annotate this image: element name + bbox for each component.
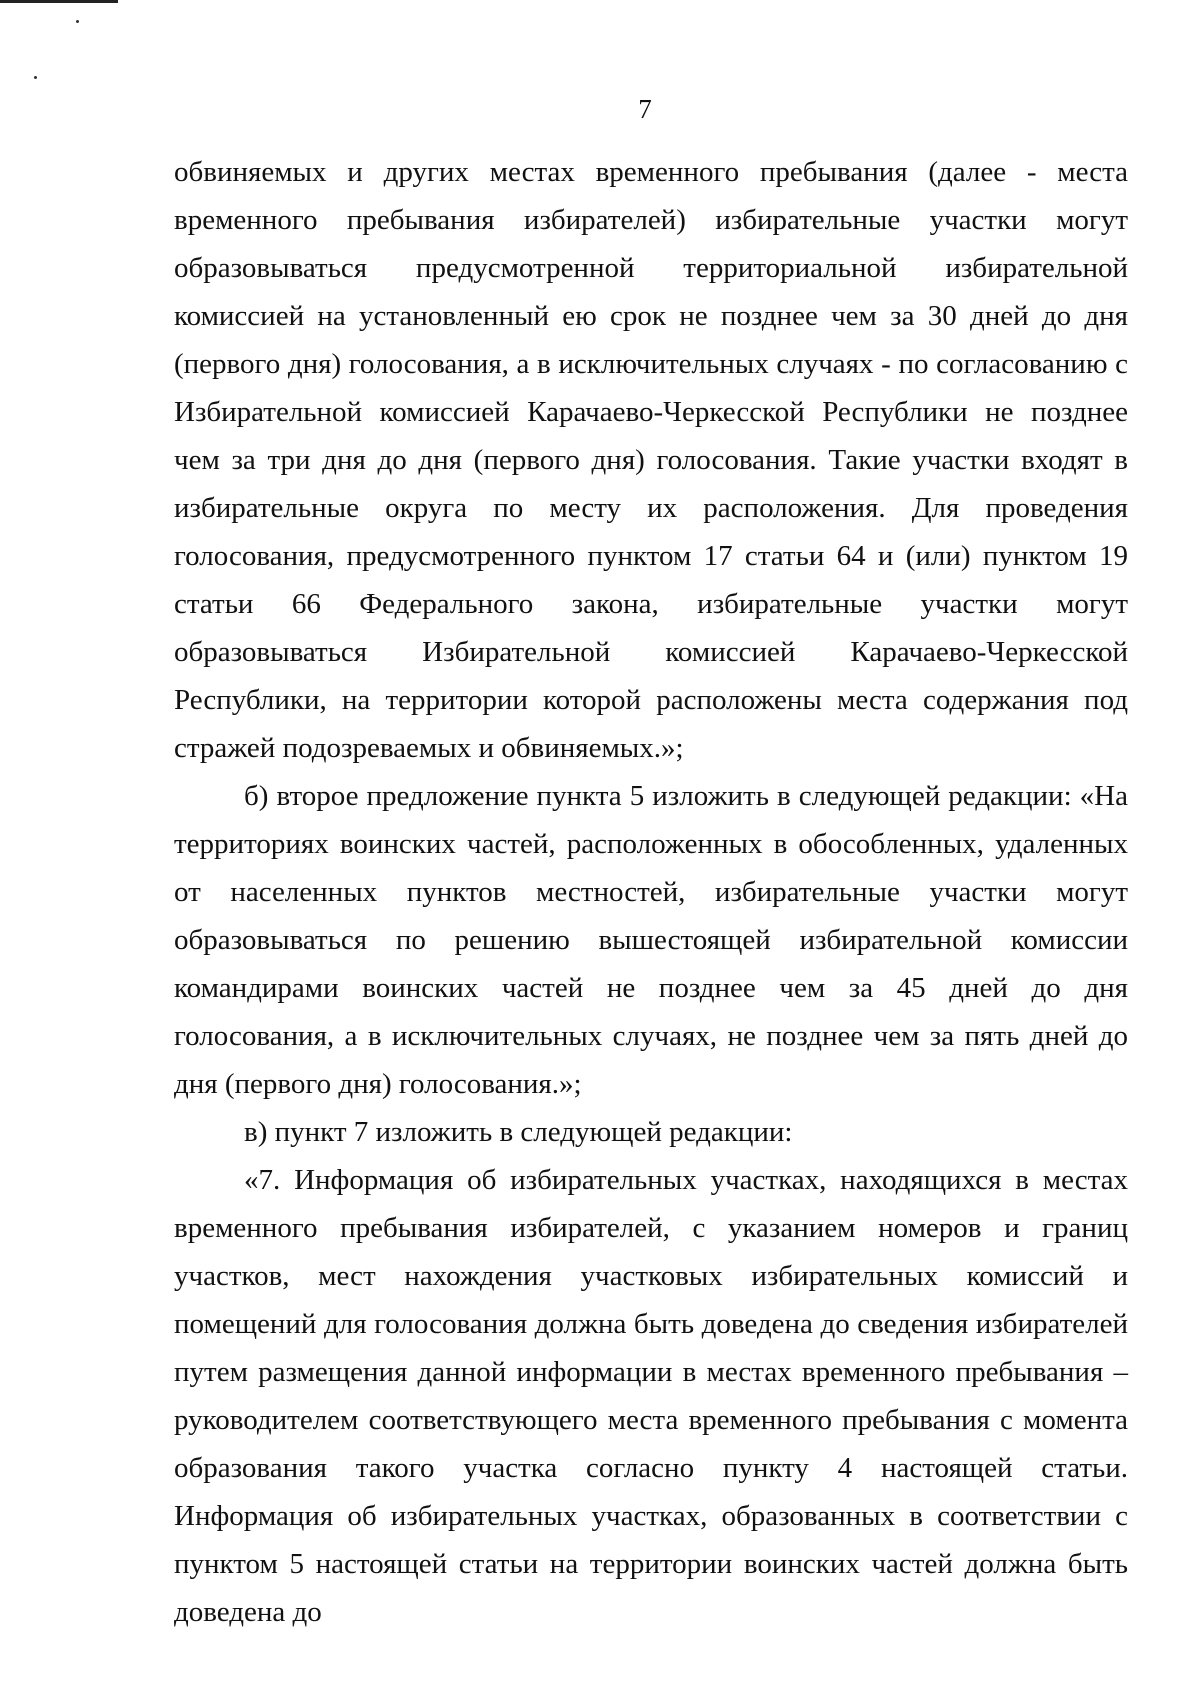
scan-speck — [76, 20, 79, 23]
paragraph-subitem-b: б) второе предложение пункта 5 изложить в следующей редакции: «На территориях воинских частей, расположенных в обособленных, удаленных от населенных пунктов местностей, избирательные участки могут образовываться по решению вышестоящей избирательной комиссии командирами воинских частей не позднее чем за 45 дней до дня голосования, а в исключительных случаях, не позднее чем за пять дней до дня (первого дня) голосования.»; — [174, 780, 1128, 1100]
paragraph-subitem-v: в) пункт 7 изложить в следующей редакции: — [244, 1116, 793, 1148]
scan-speck — [34, 76, 37, 79]
page-number: 7 — [638, 94, 652, 124]
scan-edge-mark — [0, 0, 118, 3]
document-body — [174, 148, 1128, 1636]
paragraph-item-7: «7. Информация об избирательных участках, находящихся в местах временного пребывания избирателей, с указанием номеров и границ участков, мест нахождения участковых избирательных комиссий и помещений для голосования должна быть доведена до сведения избирателей путем размещения данной информации в местах временного пребывания – руководителем соответствующего места временного пребывания с момента образования такого участка согласно пункту 4 настоящей статьи. Информация об избирательных участках, образованных в соответствии с пунктом 5 настоящей статьи на территории воинских частей должна быть доведена до — [174, 1164, 1128, 1628]
paragraph-continuation: обвиняемых и других местах временного пребывания (далее - места временного пребывания избирателей) избирательные участки могут образовываться предусмотренной территориальной избирательной комиссией на установленный ею срок не позднее чем за 30 дней до дня (первого дня) голосования, а в исключительных случаях - по согласованию с Избирательной комиссией Карачаево-Черкесской Республики не позднее чем за три дня до дня (первого дня) голосования. Такие участки входят в избирательные округа по месту их расположения. Для проведения голосования, предусмотренного пунктом 17 статьи 64 и (или) пунктом 19 статьи 66 Федерального закона, избирательные участки могут образовываться Избирательной комиссией Карачаево-Черкесской Республики, на территории которой расположены места содержания под стражей подозреваемых и обвиняемых.»; — [174, 156, 1128, 764]
